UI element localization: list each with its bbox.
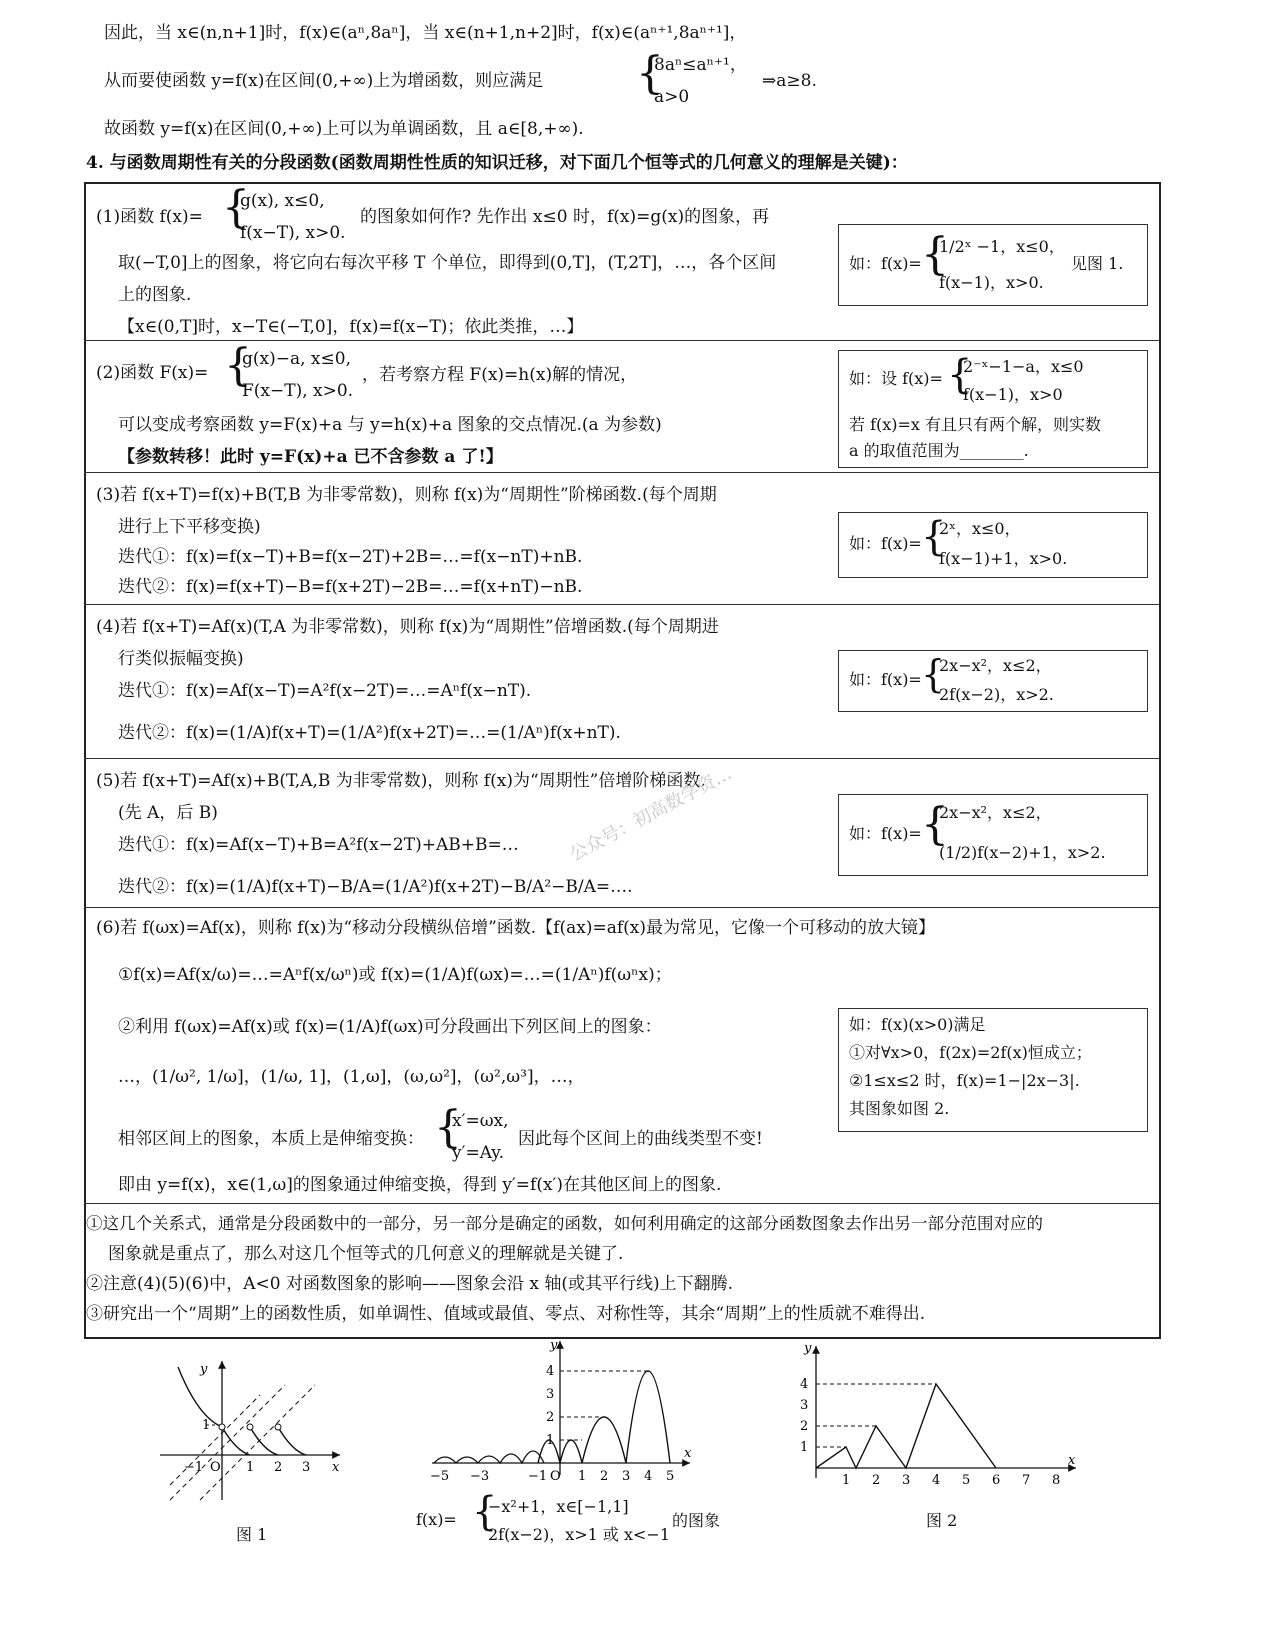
r3-line-1: (3)若 f(x+T)=f(x)+B(T,B 为非零常数)，则称 f(x)为“周期性”阶梯函数.(每个周期	[96, 485, 717, 505]
r3-iteration-1: 迭代①：f(x)=f(x−T)+B=f(x−2T)+2B=…=f(x−nT)+nB.	[118, 547, 583, 567]
r5-line-2: (先 A，后 B)	[118, 803, 218, 823]
intro-case-1: 8aⁿ≤aⁿ⁺¹，	[654, 55, 747, 75]
r2-example-case-1: 2⁻ˣ−1−a，x≤0	[963, 357, 1084, 376]
fig2-x-label: x	[1068, 1453, 1076, 1468]
r1-example-box	[838, 224, 1148, 306]
r5-example-label: 如：f(x)=	[849, 824, 922, 843]
r2-case-2: F(x−T), x>0.	[242, 381, 354, 401]
fig2-xtick: 7	[1022, 1473, 1031, 1488]
r5-iteration-1: 迭代①：f(x)=Af(x−T)+B=A²f(x−2T)+AB+B=…	[118, 835, 519, 855]
fig2-y-label: y	[804, 1341, 812, 1356]
row-separator	[84, 604, 1159, 605]
fig2-caption: 图 2	[926, 1511, 958, 1530]
r4-example-case-2: 2f(x−2)，x>2.	[939, 685, 1054, 704]
r6-line-6: 即由 y=f(x)，x∈(1,ω]的图象通过伸缩变换，得到 y′=f(x′)在其他区间上的图象.	[118, 1175, 722, 1195]
r4-example-case-1: 2x−x²，x≤2，	[939, 656, 1052, 675]
r6-line-3: ②利用 f(ωx)=Af(x)或 f(x)=(1/A)f(ωx)可分段画出下列区间上的图象：	[118, 1017, 662, 1037]
r2-line-2: 可以变成考察函数 y=F(x)+a 与 y=h(x)+a 图象的交点情况.(a 为参数)	[118, 415, 662, 435]
fig2-xtick: 1	[842, 1473, 851, 1488]
r4-example-box	[838, 650, 1148, 712]
fmid-ytick: 4	[546, 1364, 555, 1379]
fmid-ytick: 2	[546, 1410, 555, 1425]
fmid-xtick: 1	[578, 1469, 587, 1484]
fmid-xtick: 2	[600, 1469, 609, 1484]
fmid-caption-brace: {	[472, 1489, 498, 1535]
r6-brace: {	[434, 1102, 462, 1153]
r6-example-line-2: ①对∀x>0，f(2x)=2f(x)恒成立；	[849, 1043, 1092, 1062]
fmid-x-label: x	[684, 1446, 692, 1461]
r5-line-1: (5)若 f(x+T)=Af(x)+B(T,A,B 为非零常数)，则称 f(x)为“周期性”倍增阶梯函数.	[96, 771, 706, 791]
r2-brace: {	[224, 340, 252, 391]
r3-example-label: 如：f(x)=	[849, 534, 922, 553]
r1-case-2: f(x−T), x>0.	[240, 223, 346, 243]
intro-conclusion: ⇒a≥8.	[762, 71, 817, 91]
fig1-y-label: y	[200, 1362, 208, 1377]
r3-example-brace: {	[921, 514, 947, 560]
r3-iteration-2: 迭代②：f(x)=f(x+T)−B=f(x+2T)−2B=…=f(x+nT)−nB.	[118, 577, 583, 597]
r6-example-box	[838, 1008, 1148, 1132]
r1-line-2: 取(−T,0]上的图象，将它向右每次平移 T 个单位，即得到(0,T]，(T,2T]，…，各个区间	[118, 253, 777, 273]
r2-func-def: (2)函数 F(x)=	[96, 363, 209, 383]
fmid-caption-case-2: 2f(x−2)，x>1 或 x<−1	[488, 1525, 670, 1544]
note-1-cont: 图象就是重点了，那么对这几个恒等式的几何意义的理解就是关键了.	[108, 1244, 624, 1264]
fmid-ytick: 1	[546, 1433, 555, 1448]
fig2-ytick: 3	[800, 1398, 809, 1413]
row-separator	[84, 1203, 1159, 1204]
fmid-ytick: 3	[546, 1387, 555, 1402]
r2-example-line-3: a 的取值范围为________.	[849, 441, 1029, 460]
fig2-xtick: 5	[962, 1473, 971, 1488]
r2-example-line-2: 若 f(x)=x 有且只有两个解，则实数	[849, 415, 1102, 434]
r2-example-label: 如：设 f(x)=	[849, 369, 943, 388]
r4-example-label: 如：f(x)=	[849, 670, 922, 689]
r4-line-2: 行类似振幅变换)	[118, 649, 244, 669]
figure-middle	[428, 1335, 708, 1485]
r3-example-case-2: f(x−1)+1，x>0.	[939, 549, 1068, 568]
r1-brace: {	[222, 182, 250, 233]
fig2-xtick: 3	[902, 1473, 911, 1488]
r1-line-3: 上的图象.	[118, 285, 192, 305]
fmid-caption-tail: 的图象	[672, 1511, 721, 1530]
fig1-tick: O	[210, 1460, 221, 1475]
r5-example-box	[838, 794, 1148, 876]
fmid-y-label: y	[550, 1338, 558, 1353]
fig1-one-label: 1	[202, 1418, 211, 1433]
fmid-xtick: −5	[430, 1469, 450, 1484]
r6-transform-y: y′=Ay.	[452, 1143, 505, 1163]
intro-line-2: 从而要使函数 y=f(x)在区间(0,+∞)上为增函数，则应满足	[104, 71, 544, 91]
r6-line-5: 相邻区间上的图象，本质上是伸缩变换：	[118, 1129, 424, 1149]
fig2-xtick: 6	[992, 1473, 1001, 1488]
r4-example-brace: {	[921, 652, 946, 696]
r6-transform-x: x′=ωx,	[452, 1111, 509, 1131]
row-separator	[84, 907, 1159, 908]
fig2-ytick: 4	[800, 1377, 809, 1392]
intro-brace: {	[636, 48, 664, 99]
r3-example-box	[838, 512, 1148, 578]
fmid-caption-case-1: −x²+1，x∈[−1,1]	[488, 1497, 629, 1516]
figure-2	[796, 1338, 1086, 1498]
r1-example-case-2: f(x−1)，x>0.	[939, 273, 1044, 292]
r6-example-line-4: 其图象如图 2.	[849, 1099, 950, 1118]
r2-question: ，若考察方程 F(x)=h(x)解的情况，	[362, 365, 638, 385]
fmid-curve	[538, 1371, 670, 1463]
r6-example-line-3: ②1≤x≤2 时，f(x)=1−|2x−3|.	[849, 1071, 1080, 1090]
intro-case-2: a>0	[654, 87, 690, 107]
watermark: 公众号：初高数学资…	[566, 762, 736, 866]
fig1-caption: 图 1	[236, 1525, 268, 1544]
fig2-ytick: 1	[800, 1440, 809, 1455]
r4-line-1: (4)若 f(x+T)=Af(x)(T,A 为非零常数)，则称 f(x)为“周期性”倍增函数.(每个周期进	[96, 617, 719, 637]
r5-example-case-2: (1/2)f(x−2)+1，x>2.	[939, 843, 1106, 862]
r4-iteration-2: 迭代②：f(x)=(1/A)f(x+T)=(1/A²)f(x+2T)=…=(1/Aⁿ)f(x+nT).	[118, 723, 621, 743]
r2-line-3: 【参数转移！此时 y=F(x)+a 已不含参数 a 了!】	[118, 447, 503, 467]
fmid-xtick: 5	[666, 1469, 675, 1484]
section-4-title: 4. 与函数周期性有关的分段函数(函数周期性性质的知识迁移，对下面几个恒等式的几何意义的理解是关键)：	[86, 153, 908, 173]
r6-line-1: (6)若 f(ωx)=Af(x)，则称 f(x)为“移动分段横纵倍增”函数.【f(ax)=af(x)最为常见，它像一个可移动的放大镜】	[96, 918, 935, 938]
r2-example-case-2: f(x−1)，x>0	[963, 385, 1063, 404]
note-3: ③研究出一个“周期”上的函数性质，如单调性、值域或最值、零点、对称性等，其余“周期”上的性质就不难得出.	[86, 1304, 926, 1324]
fig2-xtick: 8	[1052, 1473, 1061, 1488]
figure-1	[150, 1355, 370, 1505]
note-2: ②注意(4)(5)(6)中，A<0 对函数图象的影响——图象会沿 x 轴(或其平行线)上下翻腾.	[86, 1274, 734, 1294]
fig1-x-label: x	[332, 1460, 340, 1475]
r1-func-def: (1)函数 f(x)=	[96, 207, 203, 227]
r4-iteration-1: 迭代①：f(x)=Af(x−T)=A²f(x−2T)=…=Aⁿf(x−nT).	[118, 681, 532, 701]
fig1-tick: −1	[184, 1460, 204, 1475]
intro-line-3: 故函数 y=f(x)在区间(0,+∞)上可以为单调函数，且 a∈[8,+∞).	[104, 119, 584, 139]
r2-example-brace: {	[947, 352, 973, 398]
fmid-xtick: O	[550, 1469, 561, 1484]
r2-case-1: g(x)−a, x≤0,	[242, 349, 351, 369]
intro-line-1: 因此，当 x∈(n,n+1]时，f(x)∈(aⁿ,8aⁿ]，当 x∈(n+1,n+2]时，f(x)∈(aⁿ⁺¹,8aⁿ⁺¹]，	[104, 23, 747, 43]
r1-question: 的图象如何作? 先作出 x≤0 时，f(x)=g(x)的图象，再	[360, 207, 770, 227]
r1-example-label: 如：f(x)=	[849, 254, 922, 273]
fig1-tick: 3	[302, 1460, 311, 1475]
r5-example-brace: {	[921, 799, 949, 850]
r1-example-brace: {	[921, 229, 949, 280]
r1-example-see-fig: 见图 1.	[1071, 254, 1124, 273]
r6-line-5-tail: 因此每个区间上的曲线类型不变!	[518, 1129, 763, 1149]
fmid-xtick: 4	[644, 1469, 653, 1484]
row-separator	[84, 472, 1159, 473]
fmid-xtick: 3	[622, 1469, 631, 1484]
r2-example-box	[838, 350, 1148, 468]
fig1-tick: 2	[274, 1460, 283, 1475]
fig1-tick: 1	[246, 1460, 255, 1475]
fig2-xtick: 4	[932, 1473, 941, 1488]
row-separator	[84, 758, 1159, 759]
r6-example-line-1: 如：f(x)(x>0)满足	[849, 1015, 986, 1034]
fmid-xtick: −3	[470, 1469, 490, 1484]
r5-example-case-1: 2x−x²，x≤2，	[939, 803, 1052, 822]
r1-example-case-1: 1/2ˣ −1，x≤0，	[939, 237, 1065, 256]
fig2-ytick: 2	[800, 1419, 809, 1434]
r1-line-4: 【x∈(0,T]时，x−T∈(−T,0]，f(x)=f(x−T)；依此类推，…】	[118, 317, 584, 337]
r3-example-case-1: 2ˣ，x≤0，	[939, 519, 1021, 538]
note-1: ①这几个关系式，通常是分段函数中的一部分，另一部分是确定的函数，如何利用确定的这部分函数图象去作出另一部分范围对应的	[86, 1214, 1043, 1233]
fig2-xtick: 2	[872, 1473, 881, 1488]
r1-case-1: g(x), x≤0,	[240, 191, 325, 211]
r6-line-4: …，(1/ω², 1/ω]，(1/ω, 1]，(1,ω]，(ω,ω²]，(ω²,ω³]，…，	[118, 1067, 585, 1087]
r5-iteration-2: 迭代②：f(x)=(1/A)f(x+T)−B/A=(1/A²)f(x+2T)−B/A²−B/A=….	[118, 877, 633, 897]
fmid-caption-label: f(x)=	[416, 1510, 457, 1529]
r6-line-2: ①f(x)=Af(x/ω)=…=Aⁿf(x/ωⁿ)或 f(x)=(1/A)f(ωx)=…=(1/Aⁿ)f(ωⁿx)；	[118, 965, 672, 985]
fmid-xtick: −1	[528, 1469, 548, 1484]
r3-line-2: 进行上下平移变换)	[118, 517, 261, 537]
fig2-curve	[816, 1384, 996, 1468]
